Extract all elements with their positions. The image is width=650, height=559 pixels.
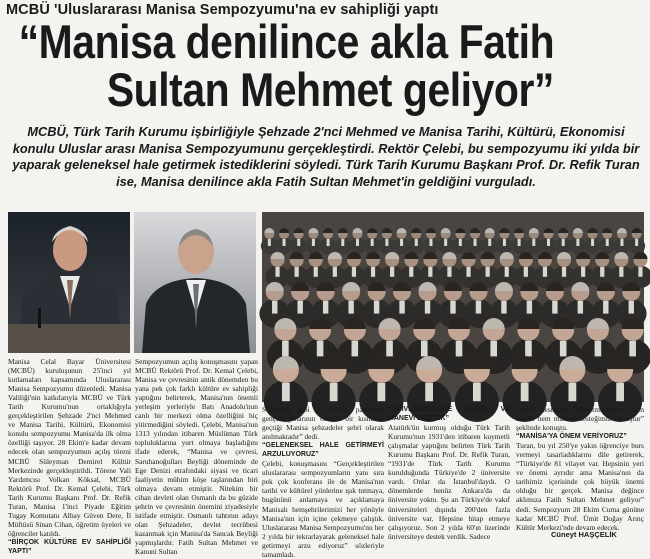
column-5 xyxy=(516,405,644,532)
lede: MCBÜ, Türk Tarih Kurumu işbirliğiyle Şehzade 2'nci Mehmed ve Manisa Tarihi, Kültürü, Ekonomisi konulu Uluslar arası Manisa Sempozyumunu gerçekleştirdi. Rektör Çelebi, bu sempozyumu iki yılda bir yaparak geleneksel hale getirmek istediklerini söyledi. Türk Tarih Kurumu Başkanı Prof. Dr. Refik Turan ise, Manisa denilince akla Fatih Sultan Mehmet'in geldiğini vurguladı. xyxy=(12,124,640,189)
col5-text-a: maddi destekten bahsetmiyorum. Hem maddi hem manevi desteğimiz olmuştur” şeklinde konuştu. xyxy=(516,405,644,433)
col3-text-a: Süleyman gibi iki büyük padişahın gençlik yıllarının önemli bir kısmının geçtiği Manisa şehzadeler şehri olarak anılmaktadır” dedi. xyxy=(262,405,384,442)
kicker: MCBÜ 'Uluslararası Manisa Sempozyumu'na ev sahipliği yaptı xyxy=(6,2,439,18)
col2-text: Sempozyumun açılış konuşmasını yapan MCBÜ Rektörü Prof. Dr. Kemal Çelebi, Manisa ve çevresinin antik dönemden bu yana pek çok farklı kültüre ev sahipliği yaptığını belirterek, Manisa'nın önemli yerleşim yerleriyle Batı Anadolu'nun canlı bir merkezi olma özelliğini hiç yitirmediğini söyledi. Çelebi, Manisa'nın 1313 yılından itibaren Müslüman Türk topluluklarına yurt olmaya başladığını ifade ederek, “Manisa ve çevresi, Saruhanoğulları Beyliği döneminde de Ege Denizi etrafındaki siyasi ve ticari faaliyetin mühim köşe taşlarından biri olmaya devam etmiştir. Nitekim bir cihan devleti olan Osmanlı da bu güzide şehrin ve çevresinin önemini ziyadesiyle istifade etmiştir. Osmanlı tahtının adayı olan Şehzadeler, devlet tecrübesi kazanmak için Manisa'da Sancak Beyliği yapmışlardır. Fatih Sultan Mehmet ve Kanuni Sultan xyxy=(135,357,258,556)
col1-text: Manisa Celal Bayar Üniversitesi (MCBÜ) kuruluşunun 25'inci yıl kutlamaları kapsamında Uluslararası Manisa Sempozyumu düzenledi. Manisa Valiliği'nin katkılarıyla MCBÜ ve Türk Tarih Kurumu'nun ortaklığıyla gerçekleştirilen Şehzade 2'nci Mehmed ve Manisa Tarihi, Kültürü, Ekonomisi konulu sempozyumu Manisa'da ilk olma özelliği taşıyor. 28 Ekim'e kadar devam edecek olan sempozyumun açılış töreni MCBÜ Süleyman Demirel Kültür Merkezinde gerçekleştirildi. Törene Vali Yardımcısı Volkan Köksal, MCBÜ Rektörü Prof. Dr. Kemal Çelebi, Türk Tarih Kurumu Başkanı Prof. Dr. Refik Turan, Manisa 1'inci Piyade Eğitim Tugay Komutanı Albay Güven Dere, İl Müftüsü Sinan Cihan, öğretim üyeleri ve öğrenciler katıldı. xyxy=(8,357,131,538)
column-1 xyxy=(8,357,131,555)
col4-subheading: “ÜNİVERSİTELERE MADDİ VE MANEVİ DESTEK” xyxy=(388,406,510,423)
col4-text: Atatürk'ün kurmuş olduğu Türk Tarih Kurumu'nun 1931'den itibaren kuymetli çalışmalar yaptığını belirten Türk Tarih Kurumu Başkanı Prof. Dr. Refik Turan, “1931'de Türk Tarih Kurumu kurulduğunda Türkiye'de 2 üniversite vardı. Onlar da İstanbul'daydı. O dönemlerde henüz Ankara'da da üniversite yoktu. Şu an Türkiye'de vakıf üniversiteleri dışında 200'den fazla üniversite var. Hepsine hitap etmeye çalışıyoruz. Son 2 yılda 60'ın üzerinde üniversiteye destek verdik. Sadece xyxy=(388,423,510,541)
headline-line-2: Sultan Mehmet geliyor” xyxy=(106,63,554,116)
column-4 xyxy=(388,405,510,545)
column-3 xyxy=(262,405,384,559)
col5-subheading: “MANİSA'YA ÖNEM VERİYORUZ” xyxy=(516,433,627,441)
photo-turan-speech xyxy=(134,212,256,353)
col5-text-b: Turan, bu yıl 250'ye yakın öğrenciye burs vermeyi tasarladıklarını dile getirerek, “Türkiye'de 81 vilayet var. Hepsinin yeri ve önemi ayrıdır ama Manisa'nın da tarihimiz içerisinde çok büyük önemi olduğu bir gerçek. Manisa değince aklımıza Fatih Sultan Mehmet geliyor” dedi. Sempozyum 28 Ekim Cuma gününe kadar MCBÜ Prof. Ümit Doğay Arınç Kültür Merkezi'nde devam edecek. xyxy=(516,441,644,532)
col3-text-b: Çelebi, konuşmasını “Gerçekleştirilen uluslararası sempozyumların yanı sıra pek çok konferans ile de Manisa'nın tarihi ve kültürel yönlerine ışık tutmaya, bugününü anlamaya ve açıklamaya Manisalı hemşehrilerimizi her yönüyle Manisa'nın için içine çekmeye çalıştık. Uluslararası Manisa Sempozyumu'nu her 2 yılda bir tekrarlayarak geleneksel hale getirmeyi arzu ediyoruz” sözleriyle tamamladı. xyxy=(262,459,384,559)
col3-subheading: “GELENEKSEL HALE GETİRMEYİ ARZULUYORUZ” xyxy=(262,442,384,459)
column-2 xyxy=(135,357,258,556)
col1-subheading: “BİRÇOK KÜLTÜRE EV SAHİPLİĞİ YAPTI” xyxy=(8,538,131,555)
photo-rector-speech xyxy=(8,212,130,353)
byline: Cüneyt HAŞÇELİK xyxy=(551,530,617,539)
photo-audience xyxy=(262,212,644,402)
headline-line-1: “Manisa denilince akla Fatih xyxy=(18,15,555,68)
